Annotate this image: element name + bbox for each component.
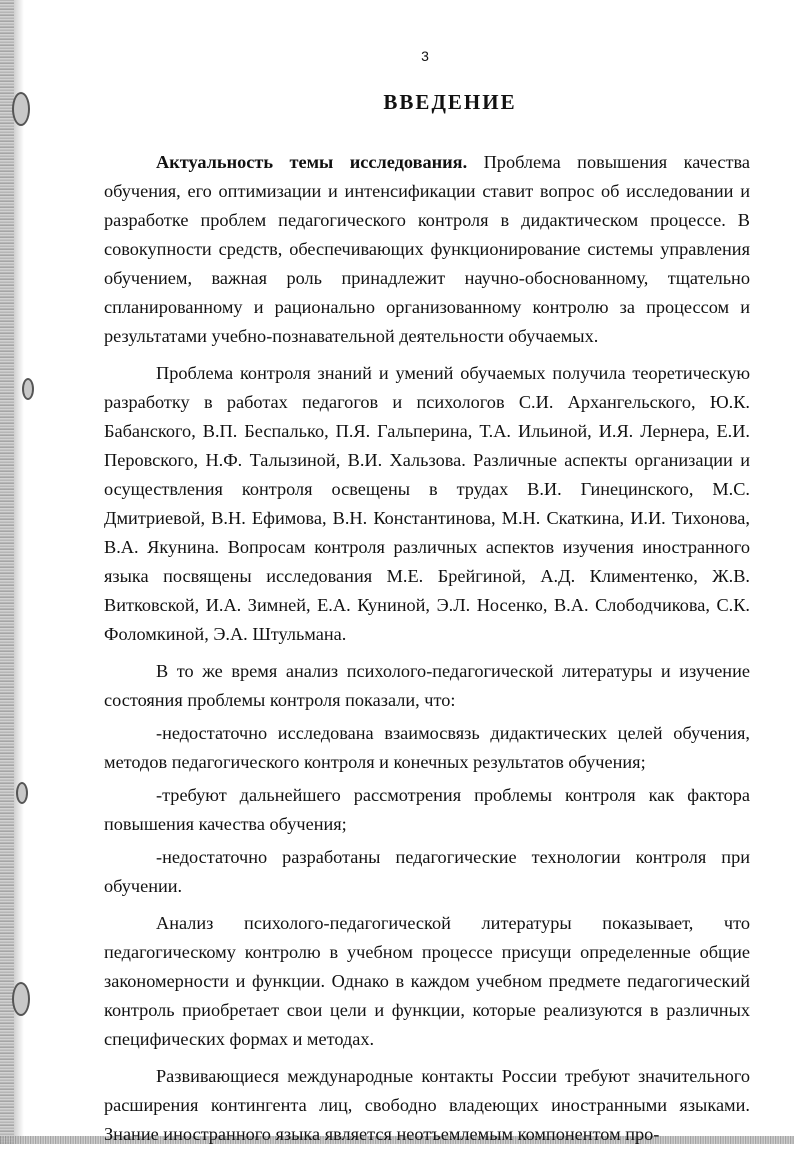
list-item: -недостаточно исследована взаимосвязь дидактических целей обучения, методов педагогического контроля и конечных результатов обучения;	[104, 723, 750, 772]
list-item: -недостаточно разработаны педагогические технологии контроля при обучении.	[104, 847, 750, 896]
punch-hole-icon	[16, 782, 28, 804]
paragraph-text: Проблема повышения качества обучения, его оптимизации и интенсификации ставит вопрос об исследовании и разработке проблем педагогического контроля в дидактическом процессе. В совокупности средств, обеспечивающих функционирование системы управления обучением, важная роль принадлежит научно-обоснованному, тщательно спланированному и рационально организованному контролю за процессом и результатами учебно-познавательной деятельности обучаемых.	[104, 152, 751, 346]
list-item: -требуют дальнейшего рассмотрения проблемы контроля как фактора повышения качества обучения;	[104, 785, 750, 834]
paragraph-analysis-intro: В то же время анализ психолого-педагогической литературы и изучение состояния проблемы контроля показали, что:	[104, 661, 750, 710]
document-body	[104, 148, 750, 1157]
paragraph-researchers: Проблема контроля знаний и умений обучаемых получила теоретическую разработку в работах педагогов и психологов С.И. Архангельского, Ю.К. Бабанского, В.П. Беспалько, П.Я. Гальперина, Т.А. Ильиной, И.Я. Лернера, Е.И. Перовского, Н.Ф. Талызиной, В.И. Хальзова. Различные аспекты организации и осуществления контроля освещены в трудах В.И. Гинецинского, М.С. Дмитриевой, В.Н. Ефимова, В.Н. Константинова, М.Н. Скаткина, И.И. Тихонова, В.А. Якунина. Вопросам контроля различных аспектов изучения иностранного языка посвящены исследования М.Е. Брейгиной, А.Д. Климентенко, Ж.В. Витковской, И.А. Зимней, Е.А. Куниной, Э.Л. Носенко, В.А. Слободчикова, С.К. Фоломкиной, Э.А. Штульмана.	[104, 363, 750, 644]
page-title: ВВЕДЕНИЕ	[383, 90, 517, 114]
page-number: 3	[421, 48, 429, 64]
scan-binding-edge	[0, 0, 14, 1144]
paragraph-relevance	[104, 148, 750, 351]
paragraph-international-contacts: Развивающиеся международные контакты России требуют значительного расширения контингента лиц, свободно владеющих иностранными языками. Знание иностранного языка является неотъемлемым компонентом про-	[104, 1066, 750, 1144]
punch-hole-icon	[22, 378, 34, 400]
paragraph-control-analysis: Анализ психолого-педагогической литературы показывает, что педагогическому контролю в учебном процессе присущи определенные общие закономерности и функции. Однако в каждом учебном предмете педагогический контроль приобретает свои цели и функции, которые реализуются в различных специфических формах и методах.	[104, 913, 750, 1049]
punch-hole-icon	[12, 982, 30, 1016]
paragraph-lead: Актуальность темы исследования.	[156, 152, 468, 172]
scan-binding-shadow	[14, 0, 24, 1144]
